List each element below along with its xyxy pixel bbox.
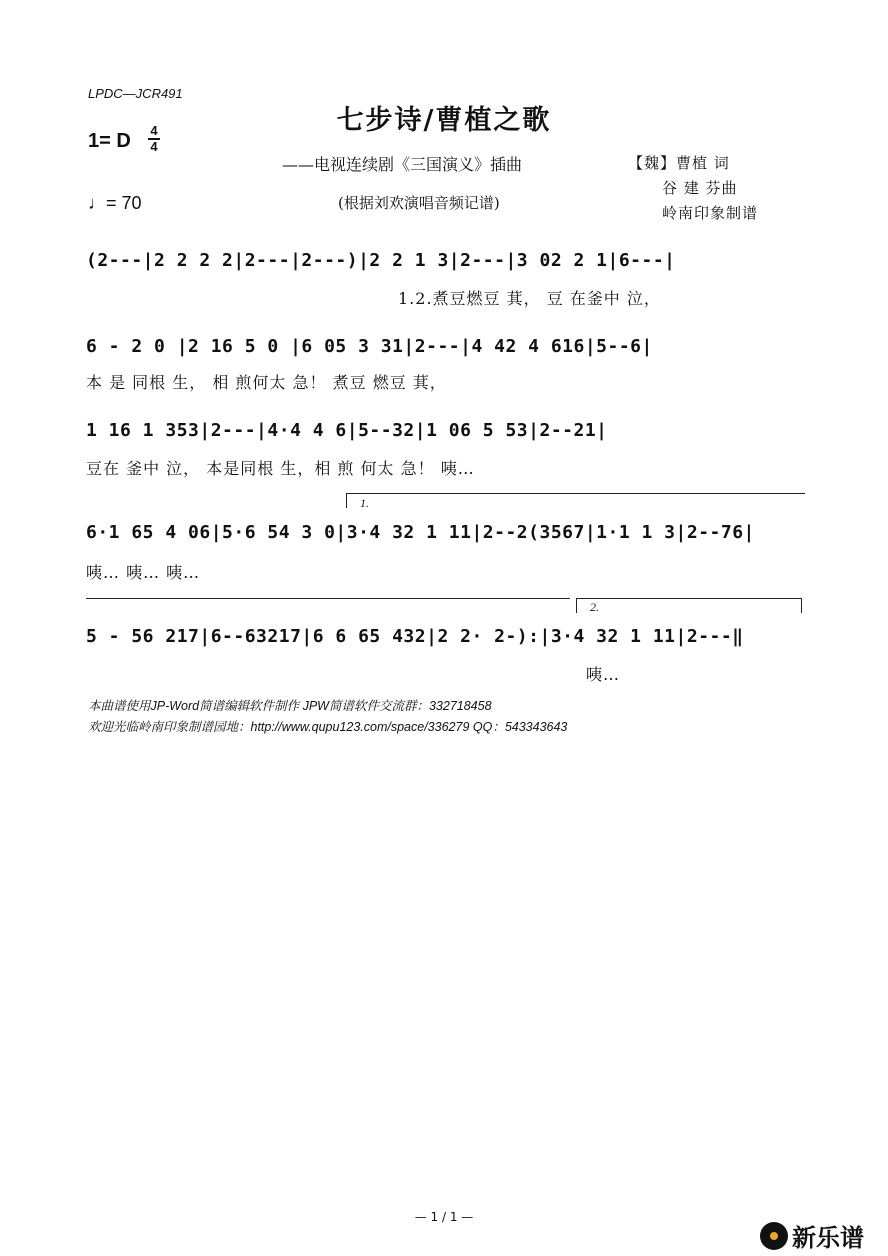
page-number: — 1 / 1 — xyxy=(414,1210,474,1224)
volta-bracket-continue xyxy=(86,598,570,613)
lyrics-line-1: 1.2.煮豆燃豆 萁， 豆 在釜中 泣， xyxy=(398,289,661,308)
site-logo xyxy=(760,1218,864,1253)
website-credit: 欢迎光临岭南印象制谱园地：http://www.qupu123.com/space/336279 QQ：543343643 xyxy=(88,720,568,734)
time-sig-top: 4 xyxy=(150,123,158,138)
lyrics-line-2: 本 是 同根 生， 相 煎何太 急！ 煮豆 燃豆 萁， xyxy=(86,373,447,392)
software-credit: 本曲谱使用JP-Word简谱编辑软件制作 JPW简谱软件交流群：332718458 xyxy=(88,699,492,713)
volta-label-2: 2. xyxy=(590,600,599,614)
notation-line-5: 5 - 56 217|6--63217|6 6 65 432|2 2· 2-):|3·4 32 1 11|2---‖ xyxy=(86,626,744,647)
notation-line-3: 1 16 1 353|2---|4·4 4 6|5--32|1 06 5 53|2--21| xyxy=(86,420,608,441)
lyricist-credit: 【魏】曹植 词 xyxy=(628,154,730,172)
arranger-credit: 岭南印象制谱 xyxy=(662,204,759,222)
key-signature: 1= D xyxy=(88,130,131,152)
volta-bracket-2 xyxy=(576,598,802,613)
lyrics-line-4: 咦… 咦… 咦… xyxy=(86,563,201,582)
transcription-note: (根据刘欢演唱音频记谱) xyxy=(338,194,500,212)
lyrics-line-3: 豆在 釜中 泣， 本是同根 生，相 煎 何太 急！ 咦… xyxy=(86,459,475,478)
record-disc-icon xyxy=(760,1222,788,1250)
notation-line-2: 6 - 2 0 |2 16 5 0 |6 05 3 31|2---|4 42 4 616|5--6| xyxy=(86,336,653,357)
logo-text: 新乐谱 xyxy=(792,1224,864,1252)
time-sig-bottom: 4 xyxy=(150,139,158,154)
tempo-marking: ♩= 70 xyxy=(88,193,142,213)
composer-credit: 谷 建 芬曲 xyxy=(662,179,738,197)
notation-line-1: (2---|2 2 2 2|2---|2---)|2 2 1 3|2---|3 02 2 1|6---| xyxy=(86,250,676,271)
volta-label-1: 1. xyxy=(360,496,369,510)
volta-bracket-1 xyxy=(346,493,805,508)
song-title: 七步诗/曹植之歌 xyxy=(336,105,552,136)
lyrics-line-5: 咦… xyxy=(586,665,621,684)
notation-line-4: 6·1 65 4 06|5·6 54 3 0|3·4 32 1 11|2--2(3567|1·1 1 3|2--76| xyxy=(86,522,755,543)
song-subtitle: ——电视连续剧《三国演义》插曲 xyxy=(282,155,523,174)
score-code: LPDC—JCR491 xyxy=(88,86,183,101)
